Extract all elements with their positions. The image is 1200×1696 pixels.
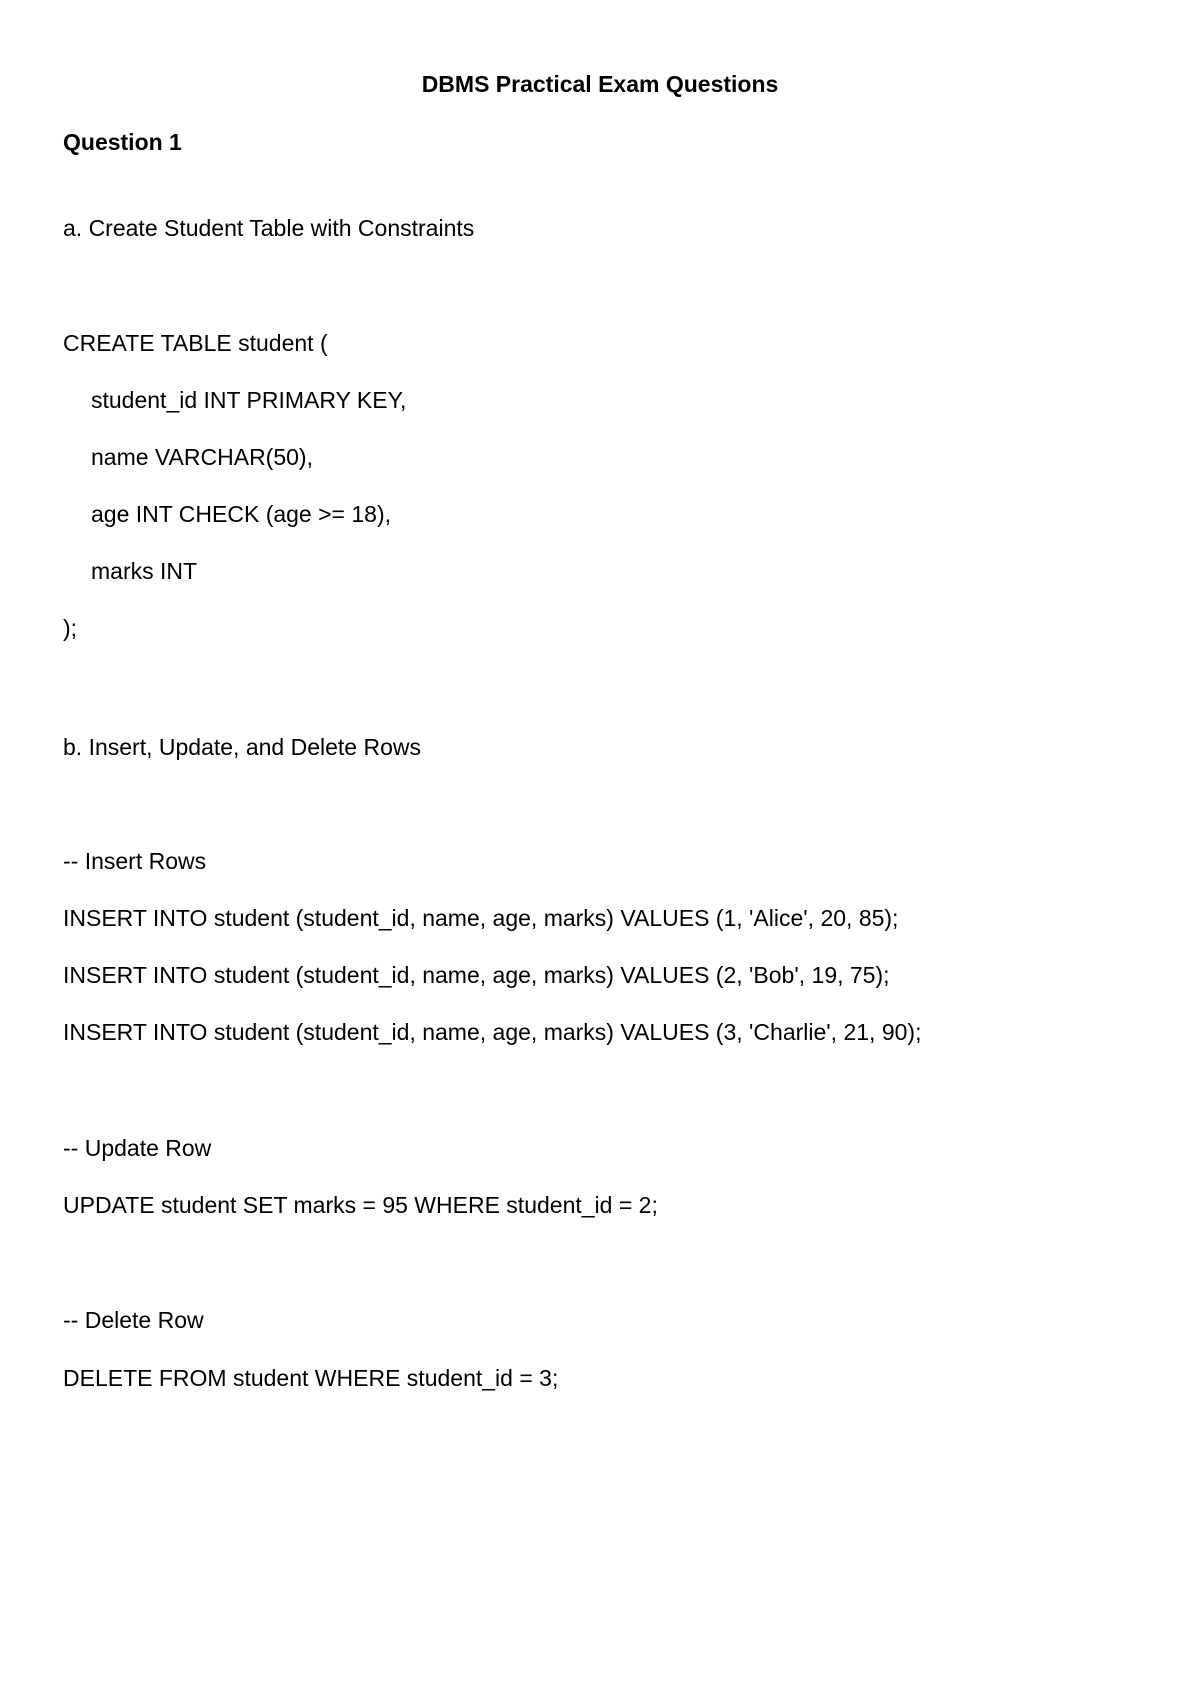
insert-statement: INSERT INTO student (student_id, name, age, marks) VALUES (1, 'Alice', 20, 85);: [63, 905, 899, 931]
code-line: CREATE TABLE student (: [63, 330, 328, 356]
insert-statement: INSERT INTO student (student_id, name, age, marks) VALUES (3, 'Charlie', 21, 90);: [63, 1019, 922, 1045]
insert-comment: -- Insert Rows: [63, 848, 207, 874]
code-line: student_id INT PRIMARY KEY,: [91, 387, 407, 413]
update-comment: -- Update Row: [63, 1135, 212, 1161]
code-line: marks INT: [91, 558, 198, 584]
question-heading: Question 1: [63, 129, 182, 155]
part-b-heading: b. Insert, Update, and Delete Rows: [63, 734, 421, 760]
document-title: DBMS Practical Exam Questions: [421, 71, 779, 97]
delete-comment: -- Delete Row: [63, 1307, 204, 1333]
insert-statement: INSERT INTO student (student_id, name, age, marks) VALUES (2, 'Bob', 19, 75);: [63, 962, 890, 988]
code-line: );: [63, 615, 78, 641]
delete-statement: DELETE FROM student WHERE student_id = 3;: [63, 1365, 559, 1391]
update-statement: UPDATE student SET marks = 95 WHERE student_id = 2;: [63, 1192, 658, 1218]
part-a-heading: a. Create Student Table with Constraints: [63, 215, 475, 241]
code-line: age INT CHECK (age >= 18),: [91, 501, 391, 527]
code-line: name VARCHAR(50),: [91, 444, 313, 470]
